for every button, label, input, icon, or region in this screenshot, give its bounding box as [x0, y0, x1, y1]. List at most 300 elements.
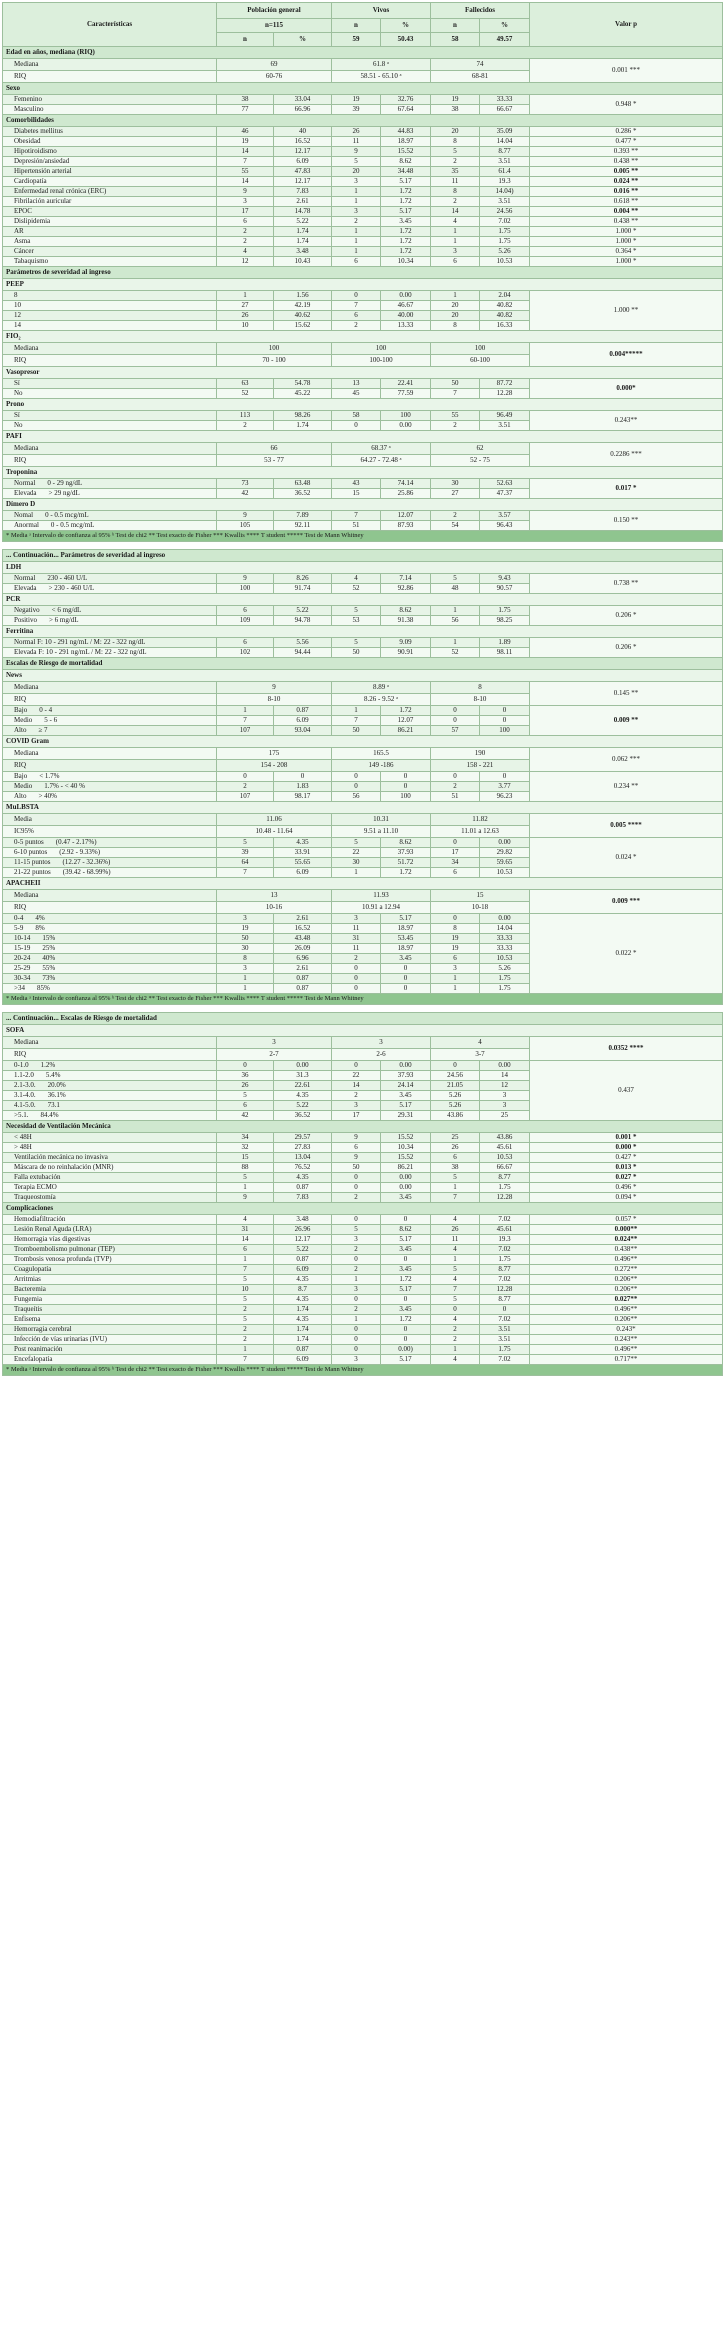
row-label: [3, 247, 217, 257]
value-cell: 53: [332, 616, 381, 626]
value-cell: 5.17: [381, 1235, 431, 1245]
header-characteristics: Características: [3, 3, 217, 47]
section-title: MuLBSTA: [3, 802, 723, 814]
population-value: 69: [217, 59, 332, 71]
data-row: [3, 167, 723, 177]
value-cell: 0: [332, 1335, 381, 1345]
data-row: [3, 1215, 723, 1225]
value-cell: 5.17: [381, 914, 431, 924]
value-cell: 10.53: [480, 1153, 530, 1163]
row-label-text: RIQ: [14, 355, 27, 364]
row-label: [3, 682, 217, 694]
value-cell: 40.82: [480, 301, 530, 311]
value-cell: 47.83: [274, 167, 332, 177]
p-value: 0.027**: [530, 1295, 723, 1305]
value-cell: 100: [217, 584, 274, 594]
row-label-range: 84.4%: [40, 1110, 59, 1119]
value-cell: 1: [332, 1315, 381, 1325]
value-cell: 9: [217, 574, 274, 584]
p-value: 0.004 **: [530, 207, 723, 217]
stat-row: [3, 814, 723, 826]
value-cell: 107: [217, 792, 274, 802]
row-label-text: AR: [14, 226, 24, 235]
value-cell: 34: [431, 858, 480, 868]
characteristics-table-container: [2, 2, 722, 1376]
value-cell: 0: [332, 1345, 381, 1355]
value-cell: 38: [431, 105, 480, 115]
value-cell: 1: [332, 706, 381, 716]
value-cell: 2: [332, 954, 381, 964]
row-label-range: (39.42 - 68.99%): [62, 867, 111, 876]
alive-value: 9.51 a 11.10: [332, 826, 431, 838]
continuation-row: [3, 550, 723, 562]
section-title: PCR: [3, 594, 723, 606]
row-label: [3, 716, 217, 726]
value-cell: 55: [431, 411, 480, 421]
data-row: [3, 127, 723, 137]
data-row: [3, 207, 723, 217]
value-cell: 2: [332, 217, 381, 227]
population-value: 100: [217, 343, 332, 355]
row-label-text: Cardiopatía: [14, 176, 47, 185]
value-cell: 9: [217, 1193, 274, 1203]
row-label-text: Post reanimación: [14, 1344, 63, 1353]
p-value: 1.000 *: [530, 227, 723, 237]
value-cell: 1: [332, 1275, 381, 1285]
row-label: [3, 1355, 217, 1365]
value-cell: 7.02: [480, 1355, 530, 1365]
value-cell: 1: [217, 1183, 274, 1193]
data-row: [3, 187, 723, 197]
value-cell: 0: [332, 1183, 381, 1193]
data-row: [3, 1285, 723, 1295]
value-cell: 36: [217, 1071, 274, 1081]
row-label: [3, 1265, 217, 1275]
value-cell: 1: [217, 1255, 274, 1265]
p-value: 0.243**: [530, 1335, 723, 1345]
row-label-text: No: [14, 420, 23, 429]
value-cell: 0: [381, 1255, 431, 1265]
row-label-range: 8%: [35, 923, 45, 932]
value-cell: 19: [217, 924, 274, 934]
value-cell: 17: [332, 1111, 381, 1121]
population-value: 11.06: [217, 814, 332, 826]
value-cell: 25: [431, 1133, 480, 1143]
dead-value: 4: [431, 1037, 530, 1049]
value-cell: 6.09: [274, 868, 332, 878]
value-cell: 5: [217, 1315, 274, 1325]
row-label-text: 25-29: [14, 963, 31, 972]
footnote-row: [3, 994, 723, 1005]
value-cell: 0: [332, 421, 381, 431]
row-label-text: Encefalopatía: [14, 1354, 53, 1363]
p-value: 0.000*: [530, 379, 723, 399]
row-label-range: ≥ 7: [38, 725, 48, 734]
value-cell: 8.77: [480, 147, 530, 157]
value-cell: 58: [332, 411, 381, 421]
value-cell: 7: [217, 1265, 274, 1275]
data-row: [3, 1275, 723, 1285]
row-label: [3, 177, 217, 187]
row-label: [3, 726, 217, 736]
row-label-text: RIQ: [14, 71, 27, 80]
continuation-title: ... Continuación... Escalas de Riesgo de mortalidad: [3, 1013, 723, 1025]
value-cell: 1: [332, 227, 381, 237]
value-cell: 5.26: [480, 247, 530, 257]
row-label: [3, 792, 217, 802]
value-cell: 0: [274, 772, 332, 782]
value-cell: 0: [480, 1305, 530, 1315]
value-cell: 0: [381, 984, 431, 994]
value-cell: 52: [217, 389, 274, 399]
row-label-text: Bacteremia: [14, 1284, 46, 1293]
p-value: 0.062 ***: [530, 748, 723, 772]
value-cell: 7: [332, 301, 381, 311]
value-cell: 8.77: [480, 1295, 530, 1305]
p-value: 0.243**: [530, 411, 723, 431]
value-cell: 96.49: [480, 411, 530, 421]
value-cell: 8: [431, 321, 480, 331]
value-cell: 52.63: [480, 479, 530, 489]
row-label-text: No: [14, 388, 23, 397]
value-cell: 100: [381, 792, 431, 802]
value-cell: 2: [431, 421, 480, 431]
row-label: [3, 1255, 217, 1265]
p-value: 0.234 **: [530, 772, 723, 802]
row-label: [3, 1061, 217, 1071]
row-label-range: 1.7% - < 40 %: [44, 781, 85, 790]
value-cell: 7.02: [480, 217, 530, 227]
header-row-1: [3, 3, 723, 19]
value-cell: 1: [431, 1255, 480, 1265]
value-cell: 15: [217, 1153, 274, 1163]
row-label: [3, 584, 217, 594]
value-cell: 33.33: [480, 934, 530, 944]
row-label: [3, 1163, 217, 1173]
population-value: 53 - 77: [217, 455, 332, 467]
row-label-text: 3.1-4.0.: [14, 1090, 36, 1099]
value-cell: 11: [332, 924, 381, 934]
row-label-text: EPOC: [14, 206, 32, 215]
row-label-text: 12: [14, 310, 21, 319]
value-cell: 1.75: [480, 227, 530, 237]
value-cell: 5.17: [381, 177, 431, 187]
value-cell: 6.09: [274, 716, 332, 726]
row-label-text: Hemodiafiltración: [14, 1214, 66, 1223]
row-label-range: > 40%: [38, 791, 57, 800]
value-cell: 0.00: [381, 1173, 431, 1183]
p-value: 0.496**: [530, 1305, 723, 1315]
value-cell: 5.17: [381, 1285, 431, 1295]
p-value: 0.477 *: [530, 137, 723, 147]
value-cell: 12.07: [381, 716, 431, 726]
value-cell: 52: [431, 648, 480, 658]
row-label: [3, 848, 217, 858]
row-label-text: Medio: [14, 781, 33, 790]
value-cell: 5.17: [381, 1101, 431, 1111]
value-cell: 4: [431, 217, 480, 227]
value-cell: 1: [332, 237, 381, 247]
row-label-text: Media: [14, 814, 32, 823]
data-row: [3, 157, 723, 167]
row-label-text: Fibrilación auricular: [14, 196, 72, 205]
value-cell: 0: [431, 838, 480, 848]
data-row: [3, 217, 723, 227]
value-cell: 22.61: [274, 1081, 332, 1091]
row-label: [3, 984, 217, 994]
value-cell: 0.87: [274, 984, 332, 994]
alive-value: 10.91 a 12.94: [332, 902, 431, 914]
section-title: Prono: [3, 399, 723, 411]
value-cell: 6.09: [274, 157, 332, 167]
value-cell: 100: [381, 411, 431, 421]
section-title: Comorbilidades: [3, 115, 723, 127]
value-cell: 46: [217, 127, 274, 137]
row-label-text: Hipertensión arterial: [14, 166, 72, 175]
gap-cell: [3, 542, 723, 550]
value-cell: 17: [217, 207, 274, 217]
stat-row: [3, 682, 723, 694]
row-label-text: RIQ: [14, 760, 27, 769]
dead-value: 3-7: [431, 1049, 530, 1061]
p-value: 0.145 **: [530, 682, 723, 706]
value-cell: 7.02: [480, 1245, 530, 1255]
row-label: [3, 301, 217, 311]
row-label-text: Ventilación mecánica no invasiva: [14, 1152, 108, 1161]
row-label: [3, 127, 217, 137]
subsection-header: [3, 331, 723, 343]
value-cell: 0: [381, 974, 431, 984]
row-label-text: Diabetes mellitus: [14, 126, 63, 135]
value-cell: 1: [431, 638, 480, 648]
value-cell: 4: [431, 1275, 480, 1285]
value-cell: 3: [480, 1101, 530, 1111]
p-value: 0.024 **: [530, 177, 723, 187]
p-value: 0.496**: [530, 1255, 723, 1265]
value-cell: 92.86: [381, 584, 431, 594]
value-cell: 1.75: [480, 237, 530, 247]
row-label-text: RIQ: [14, 694, 27, 703]
value-cell: 1: [332, 197, 381, 207]
data-row: [3, 137, 723, 147]
value-cell: 15.52: [381, 1153, 431, 1163]
header-pop-n-sym: n: [217, 33, 274, 47]
data-row: [3, 291, 723, 301]
value-cell: 31: [217, 1225, 274, 1235]
value-cell: 0: [431, 716, 480, 726]
row-label-text: Elevada: [14, 583, 37, 592]
value-cell: 9.43: [480, 574, 530, 584]
value-cell: 26.09: [274, 944, 332, 954]
value-cell: 86.21: [381, 1163, 431, 1173]
value-cell: 2: [431, 782, 480, 792]
value-cell: 36.52: [274, 1111, 332, 1121]
row-label-text: Normal: [14, 478, 36, 487]
row-label-range: 20.0%: [47, 1080, 66, 1089]
row-label: [3, 1275, 217, 1285]
value-cell: 8.77: [480, 1173, 530, 1183]
row-label: [3, 389, 217, 399]
row-label: [3, 1183, 217, 1193]
row-label: [3, 455, 217, 467]
value-cell: 7: [431, 1193, 480, 1203]
value-cell: 3: [217, 964, 274, 974]
value-cell: 15.52: [381, 1133, 431, 1143]
data-row: [3, 511, 723, 521]
value-cell: 10.53: [480, 257, 530, 267]
value-cell: 34.48: [381, 167, 431, 177]
p-value: 0.016 **: [530, 187, 723, 197]
value-cell: 1: [431, 606, 480, 616]
value-cell: 96.23: [480, 792, 530, 802]
p-value: 0.206**: [530, 1315, 723, 1325]
value-cell: 9: [332, 1153, 381, 1163]
value-cell: 3.45: [381, 1245, 431, 1255]
alive-value: 165.5: [332, 748, 431, 760]
row-label-range: < 6 mg/dL: [51, 605, 82, 614]
value-cell: 26: [217, 1081, 274, 1091]
subsection-header: [3, 878, 723, 890]
p-value: 0.437: [530, 1061, 723, 1121]
row-label-range: 0 - 4: [39, 705, 53, 714]
value-cell: 3: [217, 197, 274, 207]
subsection-header: [3, 562, 723, 574]
row-label: [3, 964, 217, 974]
data-row: [3, 1355, 723, 1365]
section-title: Sexo: [3, 83, 723, 95]
value-cell: 39: [217, 848, 274, 858]
value-cell: 5.26: [480, 964, 530, 974]
row-label: [3, 1285, 217, 1295]
row-label: [3, 1081, 217, 1091]
value-cell: 87.72: [480, 379, 530, 389]
value-cell: 5: [332, 606, 381, 616]
value-cell: 2: [332, 1193, 381, 1203]
row-label-text: RIQ: [14, 902, 27, 911]
row-label-text: Infección de vías urinarias (IVU): [14, 1334, 107, 1343]
data-row: [3, 1143, 723, 1153]
section-title: Escalas de Riesgo de mortalidad: [3, 658, 723, 670]
value-cell: 7.83: [274, 187, 332, 197]
value-cell: 27.83: [274, 1143, 332, 1153]
value-cell: 0: [332, 782, 381, 792]
value-cell: 0.00: [381, 421, 431, 431]
value-cell: 98.17: [274, 792, 332, 802]
value-cell: 0: [332, 772, 381, 782]
header-dead-n: 58: [431, 33, 480, 47]
value-cell: 14: [332, 1081, 381, 1091]
value-cell: 10: [217, 1285, 274, 1295]
dead-value: 11.01 a 12.63: [431, 826, 530, 838]
value-cell: 2: [217, 227, 274, 237]
row-label-text: Mediana: [14, 1037, 39, 1046]
value-cell: 14.04): [480, 187, 530, 197]
row-label-text: Depresión/ansiedad: [14, 156, 70, 165]
value-cell: 0.87: [274, 706, 332, 716]
value-cell: 2: [431, 511, 480, 521]
value-cell: 40.82: [480, 311, 530, 321]
dead-value: 15: [431, 890, 530, 902]
value-cell: 19: [431, 934, 480, 944]
value-cell: 17: [431, 848, 480, 858]
value-cell: 21.05: [431, 1081, 480, 1091]
value-cell: 19: [217, 137, 274, 147]
value-cell: 30: [332, 858, 381, 868]
p-value: 0.150 **: [530, 511, 723, 531]
value-cell: 109: [217, 616, 274, 626]
row-label: [3, 902, 217, 914]
header-alive: Vivos: [332, 3, 431, 19]
row-label: [3, 1295, 217, 1305]
row-label: [3, 421, 217, 431]
section-title: APACHEII: [3, 878, 723, 890]
value-cell: 0: [381, 1295, 431, 1305]
row-label-range: 230 - 460 U/L: [47, 573, 88, 582]
value-cell: 5.17: [381, 207, 431, 217]
value-cell: 0: [381, 1215, 431, 1225]
value-cell: 3: [332, 914, 381, 924]
value-cell: 3: [332, 1235, 381, 1245]
value-cell: 7: [332, 511, 381, 521]
value-cell: 32.76: [381, 95, 431, 105]
p-value: 0.057 *: [530, 1215, 723, 1225]
value-cell: 1.75: [480, 1255, 530, 1265]
value-cell: 63: [217, 379, 274, 389]
value-cell: 50: [332, 1163, 381, 1173]
row-label-range: 0 - 0.5 mcg/mL: [50, 520, 95, 529]
row-label-text: Mediana: [14, 443, 39, 452]
p-value: 0.004*****: [530, 343, 723, 367]
p-value: 0.496 *: [530, 1183, 723, 1193]
value-cell: 48: [431, 584, 480, 594]
gap-row: [3, 1005, 723, 1013]
row-label-text: 4.1-5.0.: [14, 1100, 36, 1109]
value-cell: 0: [332, 1255, 381, 1265]
p-value: 0.272**: [530, 1265, 723, 1275]
value-cell: 16.33: [480, 321, 530, 331]
row-label-text: Mediana: [14, 890, 39, 899]
value-cell: 1.75: [480, 984, 530, 994]
value-cell: 0: [431, 1061, 480, 1071]
section-title: Ferritina: [3, 626, 723, 638]
value-cell: 2: [332, 1245, 381, 1255]
subsection-header: [3, 499, 723, 511]
value-cell: 0.87: [274, 1345, 332, 1355]
value-cell: 39: [332, 105, 381, 115]
footnote-row: [3, 531, 723, 542]
value-cell: 0.00: [381, 291, 431, 301]
value-cell: 66.67: [480, 105, 530, 115]
value-cell: 8.62: [381, 1225, 431, 1235]
value-cell: 2.61: [274, 964, 332, 974]
p-value: 0.438 **: [530, 157, 723, 167]
value-cell: 0: [332, 1215, 381, 1225]
value-cell: 1.72: [381, 1315, 431, 1325]
p-value: 1.000 *: [530, 237, 723, 247]
row-label: [3, 748, 217, 760]
subsection-header: [3, 736, 723, 748]
population-value: 9: [217, 682, 332, 694]
row-label-range: 1.2%: [40, 1060, 56, 1069]
value-cell: 47.37: [480, 489, 530, 499]
row-label: [3, 890, 217, 902]
dead-value: 60-100: [431, 355, 530, 367]
row-label-text: Arritmias: [14, 1274, 41, 1283]
value-cell: 73: [217, 479, 274, 489]
row-label: [3, 934, 217, 944]
data-row: [3, 1153, 723, 1163]
value-cell: 50: [431, 379, 480, 389]
